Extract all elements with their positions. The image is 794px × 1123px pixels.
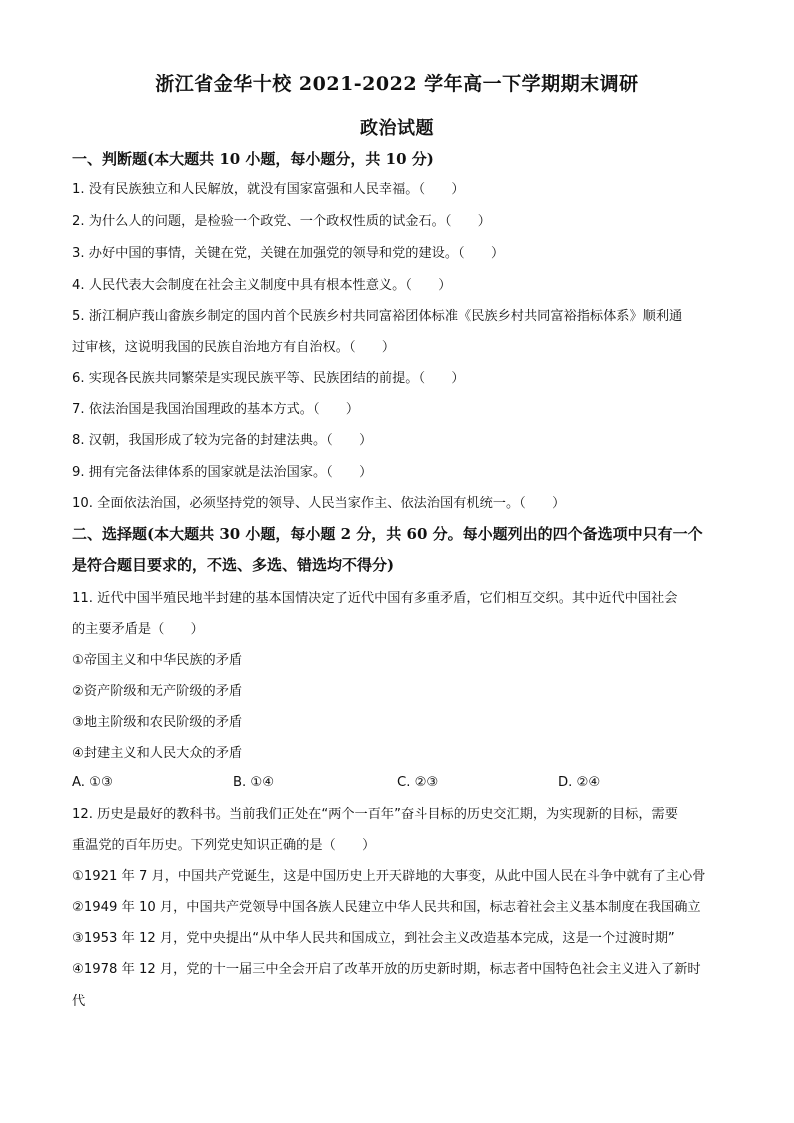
option-a[interactable]: A. ①③: [72, 775, 113, 790]
statement-item: ①帝国主义和中华民族的矛盾: [72, 653, 243, 668]
statement-item: ①1921 年 7 月，中国共产党诞生，这是中国历史上开天辟地的大事变，从此中国人民在斗争中就有了主心骨: [72, 869, 706, 884]
statement-item: ③1953 年 12 月，党中央提出“从中华人民共和国成立，到社会主义改造基本完成，这是一个过渡时期”: [72, 931, 675, 946]
question-stem-continuation: 重温党的百年历史。下列党史知识正确的是（ ）: [72, 838, 376, 853]
question-item: 1. 没有民族独立和人民解放，就没有国家富强和人民幸福。（ ）: [72, 182, 465, 197]
page-title: 浙江省金华十校 2021-2022 学年高一下学期期末调研: [155, 73, 639, 95]
question-item-continuation: 过审核，这说明我国的民族自治地方有自治权。（ ）: [72, 340, 396, 355]
option-d[interactable]: D. ②④: [558, 775, 601, 790]
question-item: 3. 办好中国的事情，关键在党，关键在加强党的领导和党的建设。（ ）: [72, 246, 505, 261]
statement-item: ④1978 年 12 月，党的十一届三中全会开启了改革开放的历史新时期，标志者中国特色社会主义进入了新时: [72, 962, 701, 977]
question-item: 9. 拥有完备法律体系的国家就是法治国家。（ ）: [72, 465, 373, 480]
question-stem-continuation: 的主要矛盾是（ ）: [72, 622, 204, 637]
question-item: 2. 为什么人的问题，是检验一个政党、一个政权性质的试金石。（ ）: [72, 214, 491, 229]
statement-item: ③地主阶级和农民阶级的矛盾: [72, 715, 243, 730]
question-stem: 12. 历史是最好的教科书。当前我们正处在“两个一百年”奋斗目标的历史交汇期，为实现新的目标，需要: [72, 807, 678, 822]
question-item: 10. 全面依法治国，必须坚持党的领导、人民当家作主、依法治国有机统一。（ ）: [72, 496, 566, 511]
page-subtitle: 政治试题: [360, 118, 434, 139]
section-heading-choice: 二、选择题(本大题共 30 小题，每小题 2 分，共 60 分。每小题列出的四个备选项中只有一个: [72, 525, 703, 543]
section-heading-choice-continuation: 是符合题目要求的，不选、多选、错选均不得分): [72, 556, 395, 574]
statement-item-continuation: 代: [72, 994, 86, 1009]
statement-item: ④封建主义和人民大众的矛盾: [72, 746, 243, 761]
question-item: 8. 汉朝，我国形成了较为完备的封建法典。（ ）: [72, 433, 373, 448]
option-b[interactable]: B. ①④: [233, 775, 275, 790]
statement-item: ②1949 年 10 月，中国共产党领导中国各族人民建立中华人民共和国，标志着社会主义基本制度在我国确立: [72, 900, 701, 915]
option-c[interactable]: C. ②③: [397, 775, 439, 790]
answer-options: [72, 775, 732, 793]
question-item: 7. 依法治国是我国治国理政的基本方式。（ ）: [72, 402, 360, 417]
question-item: 6. 实现各民族共同繁荣是实现民族平等、民族团结的前提。（ ）: [72, 371, 465, 386]
question-item: 4. 人民代表大会制度在社会主义制度中具有根本性意义。（ ）: [72, 278, 452, 293]
statement-item: ②资产阶级和无产阶级的矛盾: [72, 684, 243, 699]
question-item: 5. 浙江桐庐莪山畲族乡制定的国内首个民族乡村共同富裕团体标准《民族乡村共同富裕指标体系》顺利通: [72, 309, 683, 324]
section-heading-judgement: 一、判断题(本大题共 10 小题，每小题分，共 10 分): [72, 150, 434, 168]
question-stem: 11. 近代中国半殖民地半封建的基本国情决定了近代中国有多重矛盾，它们相互交织。其中近代中国社会: [72, 591, 678, 606]
